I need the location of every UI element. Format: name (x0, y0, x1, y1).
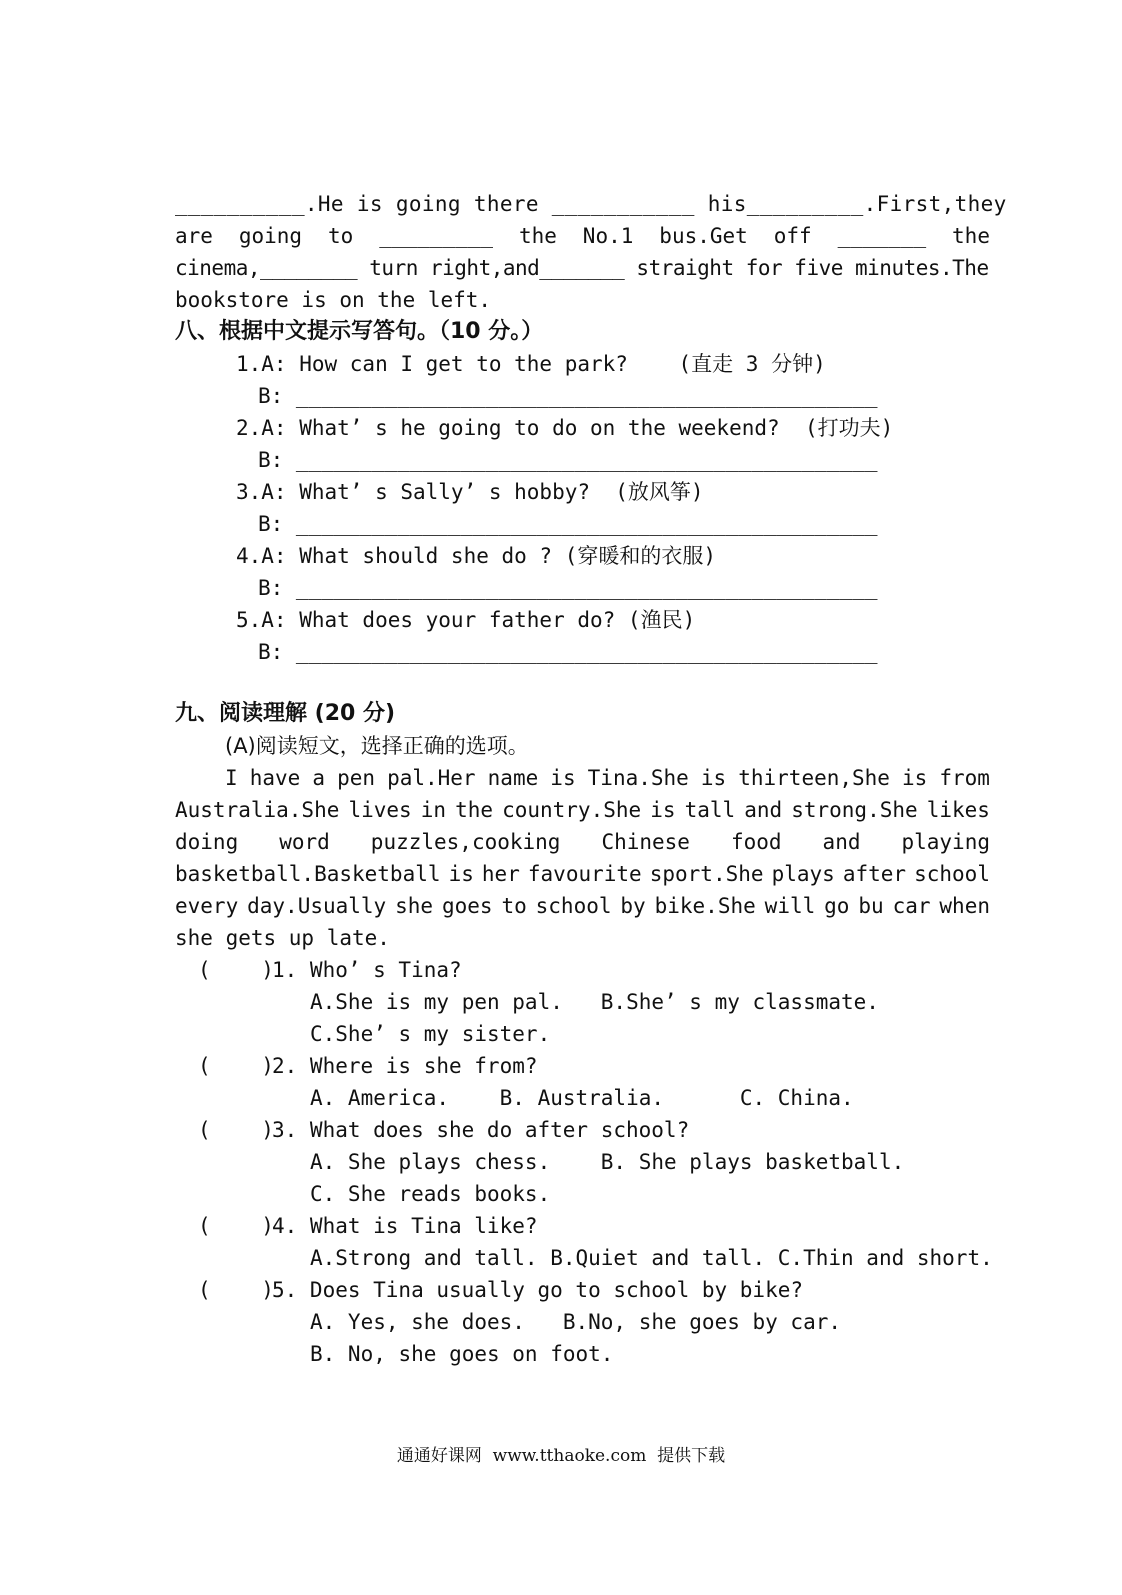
q1-options-1: A.She is my pen pal. B.She’ s my classmate. (310, 990, 879, 1014)
q2-text: 2. Where is she from? (272, 1054, 538, 1078)
q5-bracket[interactable]: ( ) (198, 1278, 274, 1302)
q1-options-2: C.She’ s my sister. (310, 1022, 551, 1046)
s8-q4: 4.A: What should she do ? (穿暖和的衣服) (236, 544, 717, 568)
passage-line-4: basketball.Basketball is her favourite sport.She plays after school (175, 862, 990, 886)
s8-a4: B: ______________________________________________ (258, 576, 878, 600)
s8-a5: B: ______________________________________________ (258, 640, 878, 664)
q2-options-1: A. America. B. Australia. C. China. (310, 1086, 854, 1110)
cloze-line-2: are going to _________ the No.1 bus.Get off _______ the (175, 224, 990, 248)
q3-options-2: C. She reads books. (310, 1182, 551, 1206)
passage-line-2: Australia.She lives in the country.She is tall and strong.She likes (175, 798, 990, 822)
q4-bracket[interactable]: ( ) (198, 1214, 274, 1238)
cloze-line-4: bookstore is on the left. (175, 288, 492, 312)
q4-options-1: A.Strong and tall. B.Quiet and tall. C.Thin and short. (310, 1246, 993, 1270)
q1-bracket[interactable]: ( ) (198, 958, 274, 982)
s8-a1: B: ______________________________________________ (258, 384, 878, 408)
q1-text: 1. Who’ s Tina? (272, 958, 462, 982)
s8-q2: 2.A: What’ s he going to do on the weekend? (打功夫) (236, 416, 894, 440)
passage-line-3: doing word puzzles,cooking Chinese food and playing (175, 830, 990, 854)
s8-a2: B: ______________________________________________ (258, 448, 878, 472)
cloze-line-3: cinema,________ turn right,and_______ straight for five minutes.The (175, 256, 989, 280)
passage-line-5: every day.Usually she goes to school by bike.She will go bu car when (175, 894, 990, 918)
q3-bracket[interactable]: ( ) (198, 1118, 274, 1142)
s8-q1: 1.A: How can I get to the park? (直走 3 分钟) (236, 352, 826, 376)
q5-options-2: B. No, she goes on foot. (310, 1342, 614, 1366)
q2-bracket[interactable]: ( ) (198, 1054, 274, 1078)
s8-q3: 3.A: What’ s Sally’ s hobby? (放风筝) (236, 480, 704, 504)
q3-options-1: A. She plays chess. B. She plays basketball. (310, 1150, 905, 1174)
q4-text: 4. What is Tina like? (272, 1214, 538, 1238)
s8-a3: B: ______________________________________________ (258, 512, 878, 536)
q5-options-1: A. Yes, she does. B.No, she goes by car. (310, 1310, 842, 1334)
passage-line-6: she gets up late. (175, 926, 390, 950)
section-9-heading: 九、阅读理解 (20 分) (175, 701, 396, 726)
section-8-heading: 八、根据中文提示写答句。（10 分。） (175, 319, 544, 344)
section-9-subheading: (A)阅读短文，选择正确的选项。 (225, 734, 529, 758)
passage-line-1: I have a pen pal.Her name is Tina.She is thirteen,She is from (225, 766, 990, 790)
cloze-line-1: __________.He is going there ___________ his_________.First,they (175, 192, 1007, 216)
q5-text: 5. Does Tina usually go to school by bike? (272, 1278, 804, 1302)
q3-text: 3. What does she do after school? (272, 1118, 690, 1142)
page-footer: 通通好课网 www.tthaoke.com 提供下载 (396, 1446, 726, 1466)
s8-q5: 5.A: What does your father do? (渔民) (236, 608, 696, 632)
